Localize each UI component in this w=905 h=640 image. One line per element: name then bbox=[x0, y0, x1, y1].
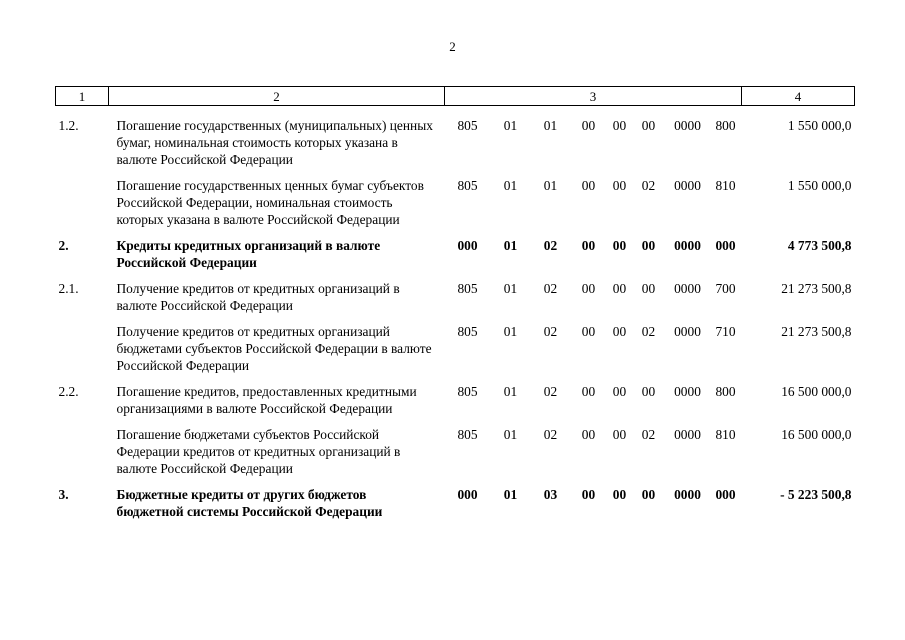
row-amount: 21 273 500,8 bbox=[781, 281, 852, 296]
row-name: Кредиты кредитных организаций в валюте Российской Федерации bbox=[116, 238, 381, 270]
code-segment: 01 bbox=[503, 281, 518, 296]
row-number bbox=[56, 177, 109, 237]
code-segment: 01 bbox=[503, 118, 518, 133]
row-number: 2.2. bbox=[58, 384, 79, 399]
code-segment: 01 bbox=[503, 487, 518, 502]
code-segment: 805 bbox=[457, 118, 478, 133]
row-name: Получение кредитов от кредитных организаций бюджетами субъектов Российской Федерации в валюте Российской Федерации bbox=[116, 324, 432, 373]
page-number: 2 bbox=[449, 39, 456, 54]
code-segment: 00 bbox=[581, 324, 596, 339]
code-segment: 0000 bbox=[674, 238, 701, 253]
code-segment: 700 bbox=[715, 281, 736, 296]
row-codes bbox=[445, 177, 742, 237]
table-row bbox=[56, 323, 855, 383]
row-number bbox=[56, 323, 109, 383]
row-number: 2. bbox=[58, 238, 69, 253]
row-amount: 21 273 500,8 bbox=[781, 324, 852, 339]
code-segment: 805 bbox=[457, 178, 478, 193]
code-segment: 000 bbox=[457, 238, 478, 253]
code-segment: 00 bbox=[581, 178, 596, 193]
code-segment: 00 bbox=[641, 281, 656, 296]
code-segment: 00 bbox=[581, 427, 596, 442]
code-segment: 02 bbox=[543, 384, 558, 399]
code-segment: 01 bbox=[503, 178, 518, 193]
code-segment: 00 bbox=[581, 384, 596, 399]
code-segment: 805 bbox=[457, 384, 478, 399]
row-codes bbox=[445, 323, 742, 383]
code-segment: 00 bbox=[581, 238, 596, 253]
code-segment: 01 bbox=[503, 427, 518, 442]
header-col-2: 2 bbox=[109, 87, 445, 106]
code-segment: 800 bbox=[715, 118, 736, 133]
code-segment: 00 bbox=[612, 384, 627, 399]
code-segment: 000 bbox=[457, 487, 478, 502]
table-row bbox=[56, 177, 855, 237]
code-segment: 00 bbox=[612, 118, 627, 133]
code-segment: 710 bbox=[715, 324, 736, 339]
row-amount: 4 773 500,8 bbox=[787, 238, 852, 253]
code-segment: 00 bbox=[612, 178, 627, 193]
code-segment: 805 bbox=[457, 324, 478, 339]
code-segment: 0000 bbox=[674, 118, 701, 133]
code-segment: 810 bbox=[715, 178, 736, 193]
row-codes bbox=[445, 426, 742, 486]
code-segment: 0000 bbox=[674, 281, 701, 296]
table-row bbox=[56, 426, 855, 486]
header-col-1: 1 bbox=[56, 87, 109, 106]
code-segment: 000 bbox=[715, 238, 736, 253]
code-segment: 00 bbox=[581, 118, 596, 133]
row-name: Бюджетные кредиты от других бюджетов бюджетной системы Российской Федерации bbox=[116, 487, 383, 519]
row-codes bbox=[445, 237, 742, 280]
code-segment: 01 bbox=[503, 238, 518, 253]
code-segment: 805 bbox=[457, 427, 478, 442]
header-col-4: 4 bbox=[742, 87, 855, 106]
row-amount: 1 550 000,0 bbox=[787, 118, 852, 133]
code-segment: 02 bbox=[641, 324, 656, 339]
code-segment: 00 bbox=[641, 238, 656, 253]
table-row bbox=[56, 237, 855, 280]
table-row bbox=[56, 486, 855, 529]
table-header bbox=[56, 87, 855, 106]
code-segment: 00 bbox=[641, 118, 656, 133]
code-segment: 01 bbox=[503, 324, 518, 339]
row-number bbox=[56, 426, 109, 486]
row-name: Погашение бюджетами субъектов Российской Федерации кредитов от кредитных организаций в валюте Российской Федерации bbox=[116, 427, 401, 476]
code-segment: 02 bbox=[543, 238, 558, 253]
row-name: Получение кредитов от кредитных организаций в валюте Российской Федерации bbox=[116, 281, 400, 313]
code-segment: 00 bbox=[612, 324, 627, 339]
code-segment: 03 bbox=[543, 487, 558, 502]
code-segment: 01 bbox=[543, 178, 558, 193]
code-segment: 0000 bbox=[674, 178, 701, 193]
code-segment: 00 bbox=[612, 281, 627, 296]
row-number: 2.1. bbox=[58, 281, 79, 296]
code-segment: 805 bbox=[457, 281, 478, 296]
budget-table bbox=[55, 86, 855, 529]
code-segment: 0000 bbox=[674, 487, 701, 502]
row-codes bbox=[445, 106, 742, 178]
code-segment: 01 bbox=[543, 118, 558, 133]
code-segment: 00 bbox=[612, 427, 627, 442]
code-segment: 800 bbox=[715, 384, 736, 399]
table-row bbox=[56, 383, 855, 426]
code-segment: 02 bbox=[641, 178, 656, 193]
code-segment: 00 bbox=[581, 487, 596, 502]
code-segment: 02 bbox=[543, 281, 558, 296]
row-amount: 16 500 000,0 bbox=[781, 427, 852, 442]
code-segment: 02 bbox=[543, 427, 558, 442]
row-name: Погашение кредитов, предоставленных кредитными организациями в валюте Российской Федерации bbox=[116, 384, 417, 416]
row-amount: 16 500 000,0 bbox=[781, 384, 852, 399]
row-number: 3. bbox=[58, 487, 69, 502]
code-segment: 00 bbox=[612, 487, 627, 502]
table-body bbox=[56, 106, 855, 530]
table-row bbox=[56, 106, 855, 178]
code-segment: 000 bbox=[715, 487, 736, 502]
header-col-3: 3 bbox=[445, 87, 742, 106]
code-segment: 00 bbox=[612, 238, 627, 253]
row-codes bbox=[445, 486, 742, 529]
code-segment: 02 bbox=[641, 427, 656, 442]
row-amount: 1 550 000,0 bbox=[787, 178, 852, 193]
code-segment: 00 bbox=[641, 384, 656, 399]
code-segment: 810 bbox=[715, 427, 736, 442]
code-segment: 00 bbox=[581, 281, 596, 296]
code-segment: 00 bbox=[641, 487, 656, 502]
row-amount: - 5 223 500,8 bbox=[780, 487, 852, 502]
code-segment: 0000 bbox=[674, 384, 701, 399]
code-segment: 0000 bbox=[674, 427, 701, 442]
code-segment: 0000 bbox=[674, 324, 701, 339]
code-segment: 01 bbox=[503, 384, 518, 399]
row-number: 1.2. bbox=[58, 118, 79, 133]
table-row bbox=[56, 280, 855, 323]
code-segment: 02 bbox=[543, 324, 558, 339]
row-codes bbox=[445, 280, 742, 323]
row-name: Погашение государственных ценных бумаг субъектов Российской Федерации, номинальная стоимость которых указана в валюте Российской Федерации bbox=[116, 178, 424, 227]
row-name: Погашение государственных (муниципальных) ценных бумаг, номинальная стоимость которых указана в валюте Российской Федерации bbox=[116, 118, 433, 167]
row-codes bbox=[445, 383, 742, 426]
